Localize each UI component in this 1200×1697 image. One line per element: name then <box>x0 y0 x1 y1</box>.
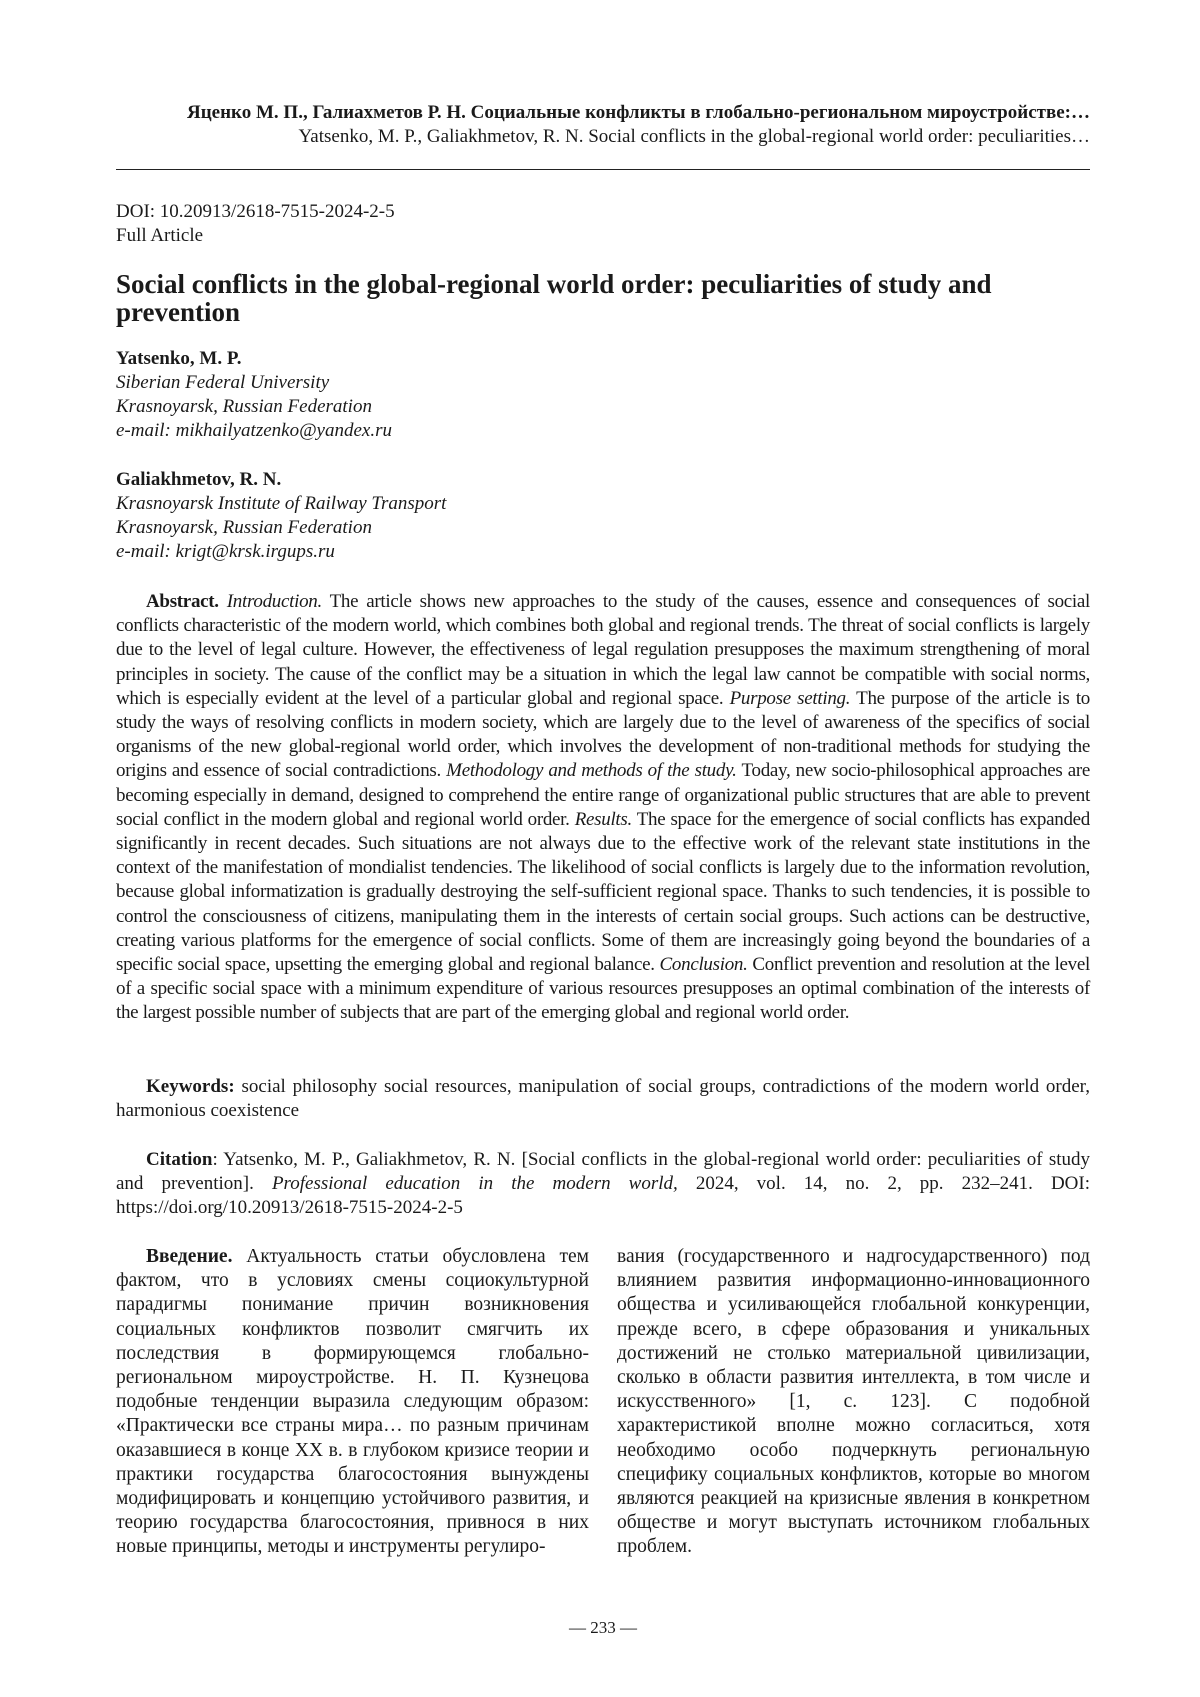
abstract-intro-text: The article shows new approaches to the study of the causes, essence and consequences of social conflicts characteristic of the modern world, which combines both global and regional trends. The threat of social conflicts is largely due to the level of legal culture. However, the effectiveness of legal regulation presupposes the maximum strengthening of moral principles in society. The cause of the conflict may be a situation in which the legal law cannot be compatible with social norms, which is especially evident at the level of a particular global and regional space. <box>116 591 1090 709</box>
doi: DOI: 10.20913/2618-7515-2024-2-5 <box>116 200 395 224</box>
abstract-results-label: Results. <box>575 809 632 830</box>
keywords-label: Keywords: <box>146 1076 235 1097</box>
body-left-text: Актуальность статьи обусловлена тем фактом, что в условиях смены социокультурной парадигмы понимание причин возникновения социальных конфликтов позволит смягчить их последствия в формирующемся глобально-региональном мироустройстве. Н. П. Кузнецова подобные тенденции выразила следующим образом: «Практически все страны мира… по разным причинам оказавшиеся в конце XX в. в глубоком кризисе теории и практики государства благосостояния вынуждены модифицировать и концепцию устойчивого развития, и теорию государства благосостояния, привнося в них новые принципы, методы и инструменты регулиро- <box>116 1246 589 1557</box>
author-block <box>116 468 446 564</box>
abstract-intro-label: Introduction. <box>227 591 322 612</box>
citation-label: Citation <box>146 1149 213 1170</box>
article-title: Social conflicts in the global-regional world order: peculiarities of study and prevention <box>116 270 1090 326</box>
author-affiliation: Siberian Federal University <box>116 371 392 395</box>
body-paragraph <box>116 1245 589 1560</box>
author-affiliation: Krasnoyarsk Institute of Railway Transport <box>116 492 446 516</box>
abstract-results-text: The space for the emergence of social conflicts has expanded significantly in recent decades. Such situations are not always due to the effective work of the relevant state institutions in the context of the manifestation of mondialist tendencies. The likelihood of social conflicts is largely due to the information revolution, because global informatization is gradually destroying the self-sufficient regional space. Thanks to such tendencies, it is possible to control the consciousness of citizens, manipulating them in the interests of certain social groups. Such actions can be destructive, creating various platforms for the emergence of social conflicts. Some of them are increasingly going beyond the boundaries of a specific social space, upsetting the emerging global and regional balance. <box>116 809 1090 975</box>
citation <box>116 1148 1090 1221</box>
abstract-purpose-text: The purpose of the article is to study the ways of resolving conflicts in modern society, which are largely due to the level of awareness of the specifics of social organisms of the new global-regional world order, which involves the development of non-traditional methods for studying the origins and essence of social contradictions. <box>116 688 1090 782</box>
body-paragraph: вания (государственного и надгосударственного) под влиянием развития информационно-инновационного общества и усиливающейся глобальной конкуренции, прежде всего, в сфере образования и уникальных достижений не столько материальной цивилизации, сколько в области развития интеллекта, в том числе и искусственного» [1, с. 123]. С подобной характеристикой вполне можно согласиться, хотя необходимо особо подчеркнуть региональную специфику социальных конфликтов, которые во многом являются реакцией на кризисные явления в конкретном обществе и могут выступать источником глобальных проблем. <box>617 1245 1090 1560</box>
citation-text-after: 2024, vol. 14, no. 2, pp. 232–241. DOI: https://doi.org/10.20913/2618-7515-2024-2-5 <box>116 1173 1090 1218</box>
body-intro-label: Введение. <box>146 1246 232 1267</box>
abstract <box>116 590 1090 1026</box>
page-number: — 233 — <box>116 1618 1090 1638</box>
author-name: Galiakhmetov, R. N. <box>116 468 446 492</box>
abstract-methods-text: Today, new socio-philosophical approaches are becoming especially in demand, designed to comprehend the entire range of organizational public structures that are able to prevent social conflict in the modern global and regional world order. <box>116 760 1090 829</box>
abstract-label: Abstract. <box>146 591 219 612</box>
running-head-ru: Яценко М. П., Галиахметов Р. Н. Социальные конфликты в глобально-региональном мироустройстве:… <box>116 101 1090 125</box>
author-email[interactable]: e-mail: krigt@krsk.irgups.ru <box>116 540 446 564</box>
author-name: Yatsenko, M. P. <box>116 347 392 371</box>
abstract-conclusion-text: Conflict prevention and resolution at the level of a specific social space with a minimum expenditure of various resources presupposes an optimal combination of the interests of the largest possible number of subjects that are part of the emerging global and regional world order. <box>116 954 1090 1023</box>
keywords-text: social philosophy social resources, manipulation of social groups, contradictions of the modern world order, harmonious coexistence <box>116 1076 1090 1121</box>
article-type: Full Article <box>116 224 395 248</box>
author-location: Krasnoyarsk, Russian Federation <box>116 516 446 540</box>
author-location: Krasnoyarsk, Russian Federation <box>116 395 392 419</box>
author-block <box>116 347 392 443</box>
keywords <box>116 1075 1090 1123</box>
citation-journal: Professional education in the modern world, <box>272 1173 678 1194</box>
running-head <box>116 101 1090 149</box>
abstract-methods-label: Methodology and methods of the study. <box>446 760 736 781</box>
citation-text-before: : Yatsenko, M. P., Galiakhmetov, R. N. [Social conflicts in the global-regional world order: peculiarities of study and prevention]. <box>116 1149 1090 1194</box>
abstract-purpose-label: Purpose setting. <box>730 688 851 709</box>
body-column-left <box>116 1245 589 1560</box>
running-head-en: Yatsenko, M. P., Galiakhmetov, R. N. Social conflicts in the global-regional world order: peculiarities… <box>116 125 1090 149</box>
header-divider <box>116 169 1090 170</box>
author-email[interactable]: e-mail: mikhailyatzenko@yandex.ru <box>116 419 392 443</box>
abstract-conclusion-label: Conclusion. <box>660 954 748 975</box>
article-info <box>116 200 395 248</box>
body-column-right <box>617 1245 1090 1560</box>
